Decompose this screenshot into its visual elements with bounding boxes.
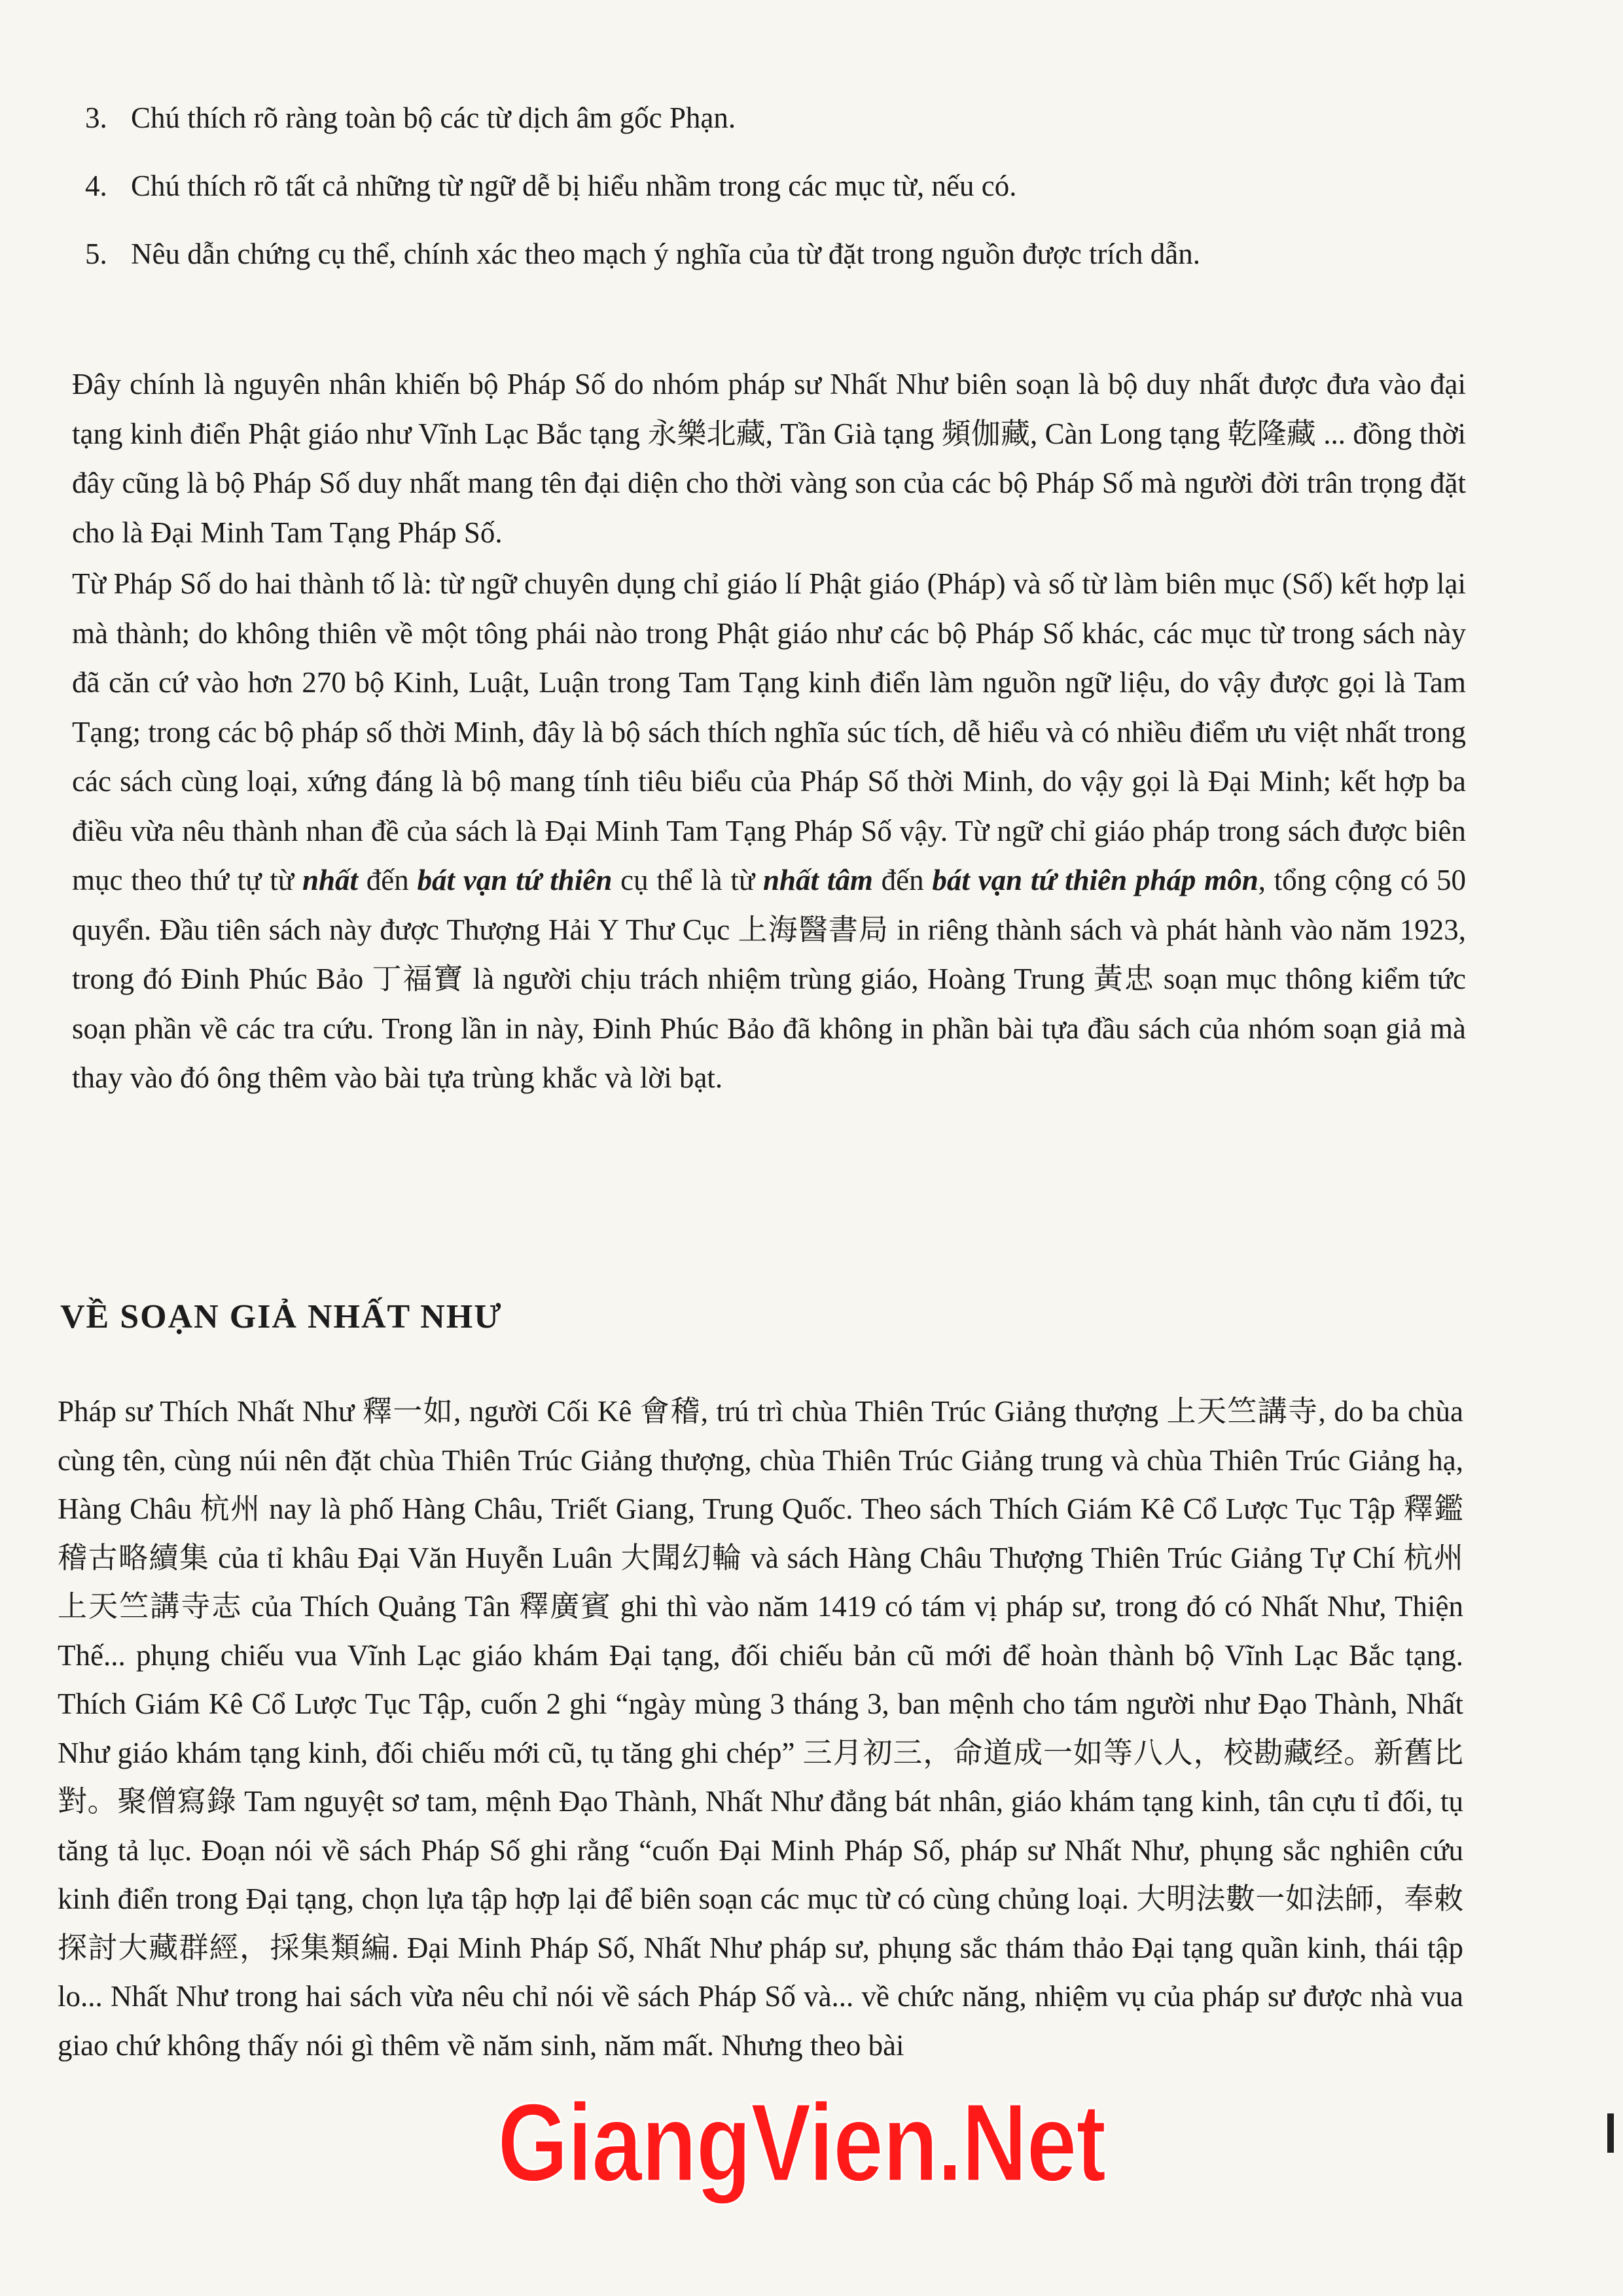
list-item: [85, 234, 1499, 274]
paragraph-2: [72, 559, 1466, 1103]
paragraph-2-text: đến: [358, 864, 418, 896]
emphasis-nhat-tam: nhất tâm: [763, 864, 873, 896]
paragraph-2-text: , tổng cộng có 50 quyển. Đầu tiên sách này được Thượng Hải Y Thư Cục 上海醫書局 in riêng thành sách và phát hành vào năm 1923, trong đó Đinh Phúc Bảo 丁福寶 là người chịu trách nhiệm trùng giáo, Hoàng Trung 黃忠 soạn mục thông kiểm tức soạn phần về các tra cứu. Trong lần in này, Đinh Phúc Bảo đã không in phần bài tựa đầu sách của nhóm soạn giả mà thay vào đó ông thêm vào bài tựa trùng khắc và lời bạt.: [72, 864, 1466, 1094]
paragraph-2-text: đến: [872, 864, 933, 896]
numbered-list: [85, 98, 1499, 302]
emphasis-bat-van-tu-thien: bát vạn tứ thiên: [417, 864, 613, 896]
paragraph-2-text: Từ Pháp Số do hai thành tố là: từ ngữ chuyên dụng chỉ giáo lí Phật giáo (Pháp) và số từ làm biên mục (Số) kết hợp lại mà thành; do không thiên về một tông phái nào trong Phật giáo như các bộ Pháp Số khác, các mục từ trong sách này đã căn cứ vào hơn 270 bộ Kinh, Luật, Luận trong Tam Tạng kinh điển làm nguồn ngữ liệu, do vậy được gọi là Tam Tạng; trong các bộ pháp số thời Minh, đây là bộ sách thích nghĩa súc tích, dễ hiểu và có nhiều điểm ưu việt nhất trong các sách cùng loại, xứng đáng là bộ mang tính tiêu biểu của Pháp Số thời Minh, do vậy gọi là Đại Minh; kết hợp ba điều vừa nêu thành nhan đề của sách là Đại Minh Tam Tạng Pháp Số vậy. Từ ngữ chỉ giáo pháp trong sách được biên mục theo thứ tự từ: [72, 567, 1466, 896]
list-number: 5.: [85, 238, 107, 270]
list-item: [85, 98, 1499, 137]
list-text: Nêu dẫn chứng cụ thể, chính xác theo mạch ý nghĩa của từ đặt trong nguồn được trích dẫn.: [131, 238, 1200, 270]
list-number: 3.: [85, 101, 107, 134]
list-item: [85, 166, 1499, 205]
list-text: Chú thích rõ tất cả những từ ngữ dễ bị hiểu nhầm trong các mục từ, nếu có.: [131, 169, 1017, 202]
list-text: Chú thích rõ ràng toàn bộ các từ dịch âm gốc Phạn.: [131, 101, 736, 134]
emphasis-bat-van-tu-thien-phap-mon: bát vạn tứ thiên pháp môn: [932, 864, 1258, 896]
paragraph-2-text: cụ thể là từ: [612, 864, 763, 896]
watermark: GiangVien.Net: [497, 2081, 1105, 2205]
paragraph-1: Đây chính là nguyên nhân khiến bộ Pháp Số do nhóm pháp sư Nhất Như biên soạn là bộ duy nhất được đưa vào đại tạng kinh điển Phật giáo như Vĩnh Lạc Bắc tạng 永樂北藏, Tần Già tạng 頻伽藏, Càn Long tạng 乾隆藏 ... đồng thời đây cũng là bộ Pháp Số duy nhất mang tên đại diện cho thời vàng son của các bộ Pháp Số mà người đời trân trọng đặt cho là Đại Minh Tam Tạng Pháp Số.: [72, 368, 1466, 549]
section-heading: VỀ SOẠN GIẢ NHẤT NHƯ: [60, 1298, 503, 1336]
paragraph-3: Pháp sư Thích Nhất Như 釋一如, người Cối Kê 會稽, trú trì chùa Thiên Trúc Giảng thượng 上天竺講寺, do ba chùa cùng tên, cùng núi nên đặt chùa Thiên Trúc Giảng thượng, chùa Thiên Trúc Giảng trung và chùa Thiên Trúc Giảng hạ, Hàng Châu 杭州 nay là phố Hàng Châu, Triết Giang, Trung Quốc. Theo sách Thích Giám Kê Cổ Lược Tục Tập 釋鑑稽古略續集 của tỉ khâu Đại Văn Huyễn Luân 大聞幻輪 và sách Hàng Châu Thượng Thiên Trúc Giảng Tự Chí 杭州上天竺講寺志 của Thích Quảng Tân 釋廣賓 ghi thì vào năm 1419 có tám vị pháp sư, trong đó có Nhất Như, Thiện Thế... phụng chiếu vua Vĩnh Lạc giáo khám Đại tạng, đối chiếu bản cũ mới để hoàn thành bộ Vĩnh Lạc Bắc tạng. Thích Giám Kê Cổ Lược Tục Tập, cuốn 2 ghi “ngày mùng 3 tháng 3, ban mệnh cho tám người như Đạo Thành, Nhất Như giáo khám tạng kinh, đối chiếu mới cũ, tụ tăng ghi chép” 三月初三，命道成一如等八人，校勘藏经。新舊比對。聚僧寫錄 Tam nguyệt sơ tam, mệnh Đạo Thành, Nhất Như đẳng bát nhân, giáo khám tạng kinh, tân cựu tỉ đối, tụ tăng tả lục. Đoạn nói về sách Pháp Số ghi rằng “cuốn Đại Minh Pháp Số, pháp sư Nhất Như, phụng sắc nghiên cứu kinh điển trong Đại tạng, chọn lựa tập hợp lại để biên soạn các mục từ có cùng chủng loại. 大明法數一如法師，奉敕探討大藏群經，採集類編. Đại Minh Pháp Số, Nhất Như pháp sư, phụng sắc thám thảo Đại tạng quần kinh, thái tập lo... Nhất Như trong hai sách vừa nêu chỉ nói về sách Pháp Số và... về chức năng, nhiệm vụ của pháp sư được nhà vua giao chứ không thấy nói gì thêm về năm sinh, năm mất. Nhưng theo bài: [58, 1395, 1463, 2062]
emphasis-nhat: nhất: [302, 864, 359, 896]
page-edge-mark: [1607, 2113, 1614, 2153]
list-number: 4.: [85, 169, 107, 202]
